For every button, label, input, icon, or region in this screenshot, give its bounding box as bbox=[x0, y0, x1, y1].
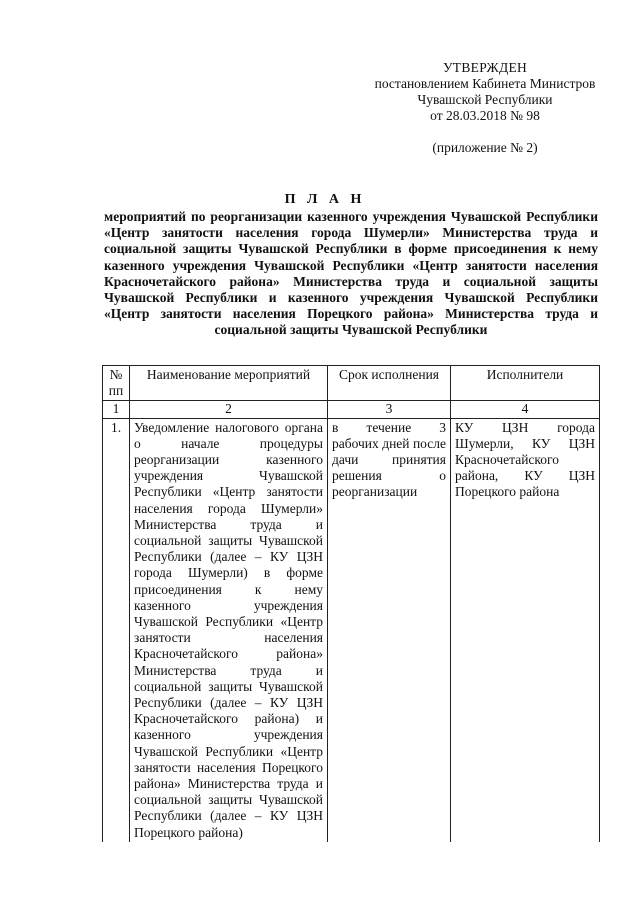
approval-line-republic: Чувашской Республики bbox=[417, 92, 553, 107]
column-number: 1 bbox=[103, 401, 130, 418]
table-header-row bbox=[103, 366, 600, 401]
header-name: Наименование мероприятий bbox=[130, 366, 328, 401]
header-term: Срок исполнения bbox=[328, 366, 451, 401]
header-num: № пп bbox=[103, 366, 130, 401]
column-number-row bbox=[103, 401, 600, 418]
header-executors: Исполнители bbox=[451, 366, 600, 401]
row-number: 1. bbox=[103, 418, 130, 842]
appendix-note: (приложение № 2) bbox=[432, 140, 538, 155]
plan-subheading: мероприятий по реорганизации казенного учреждения Чувашской Республики «Центр занятости населения города Шумерли» Министерства труда и социальной защиты Чувашской Республики в форме присоединения к нему казенного учреждения Чувашской Республики «Центр занятости населения Красночетайского района» Министерства труда и социальной защиты Чувашской Республики и казенного учреждения Чувашской Республики «Центр занятости населения Порецкого района» Министерства труда и социальной защиты Чувашской Республики bbox=[104, 209, 598, 338]
approval-title: УТВЕРЖДЕН bbox=[442, 60, 528, 75]
approval-line-decree: постановлением Кабинета Министров bbox=[374, 76, 596, 91]
column-number: 3 bbox=[328, 401, 451, 418]
plan-heading: П Л А Н bbox=[284, 192, 366, 207]
approval-block bbox=[360, 60, 610, 156]
column-number: 2 bbox=[130, 401, 328, 418]
approval-line-date: от 28.03.2018 № 98 bbox=[430, 108, 540, 123]
plan-table bbox=[102, 365, 600, 842]
row-term: в течение 3 рабочих дней после дачи принятия решения о реорганизации bbox=[328, 418, 451, 842]
column-number: 4 bbox=[451, 401, 600, 418]
row-executors: КУ ЦЗН города Шумерли, КУ ЦЗН Красночетайского района, КУ ЦЗН Порецкого района bbox=[451, 418, 600, 842]
row-activity: Уведомление налогового органа о начале процедуры реорганизации казенного учреждения Чувашской Республики «Центр занятости населения города Шумерли» Министерства труда и социальной защиты Чувашской Республики (далее – КУ ЦЗН города Шумерли) в форме присоединения к нему казенного учреждения Чувашской Республики «Центр занятости населения Красночетайского района» Министерства труда и социальной защиты Чувашской Республики (далее – КУ ЦЗН Красночетайского района) и казенного учреждения Чувашской Республики «Центр занятости населения Порецкого района» Министерства труда и социальной защиты Чувашской Республики (далее – КУ ЦЗН Порецкого района) bbox=[130, 418, 328, 842]
table-row bbox=[103, 418, 600, 842]
